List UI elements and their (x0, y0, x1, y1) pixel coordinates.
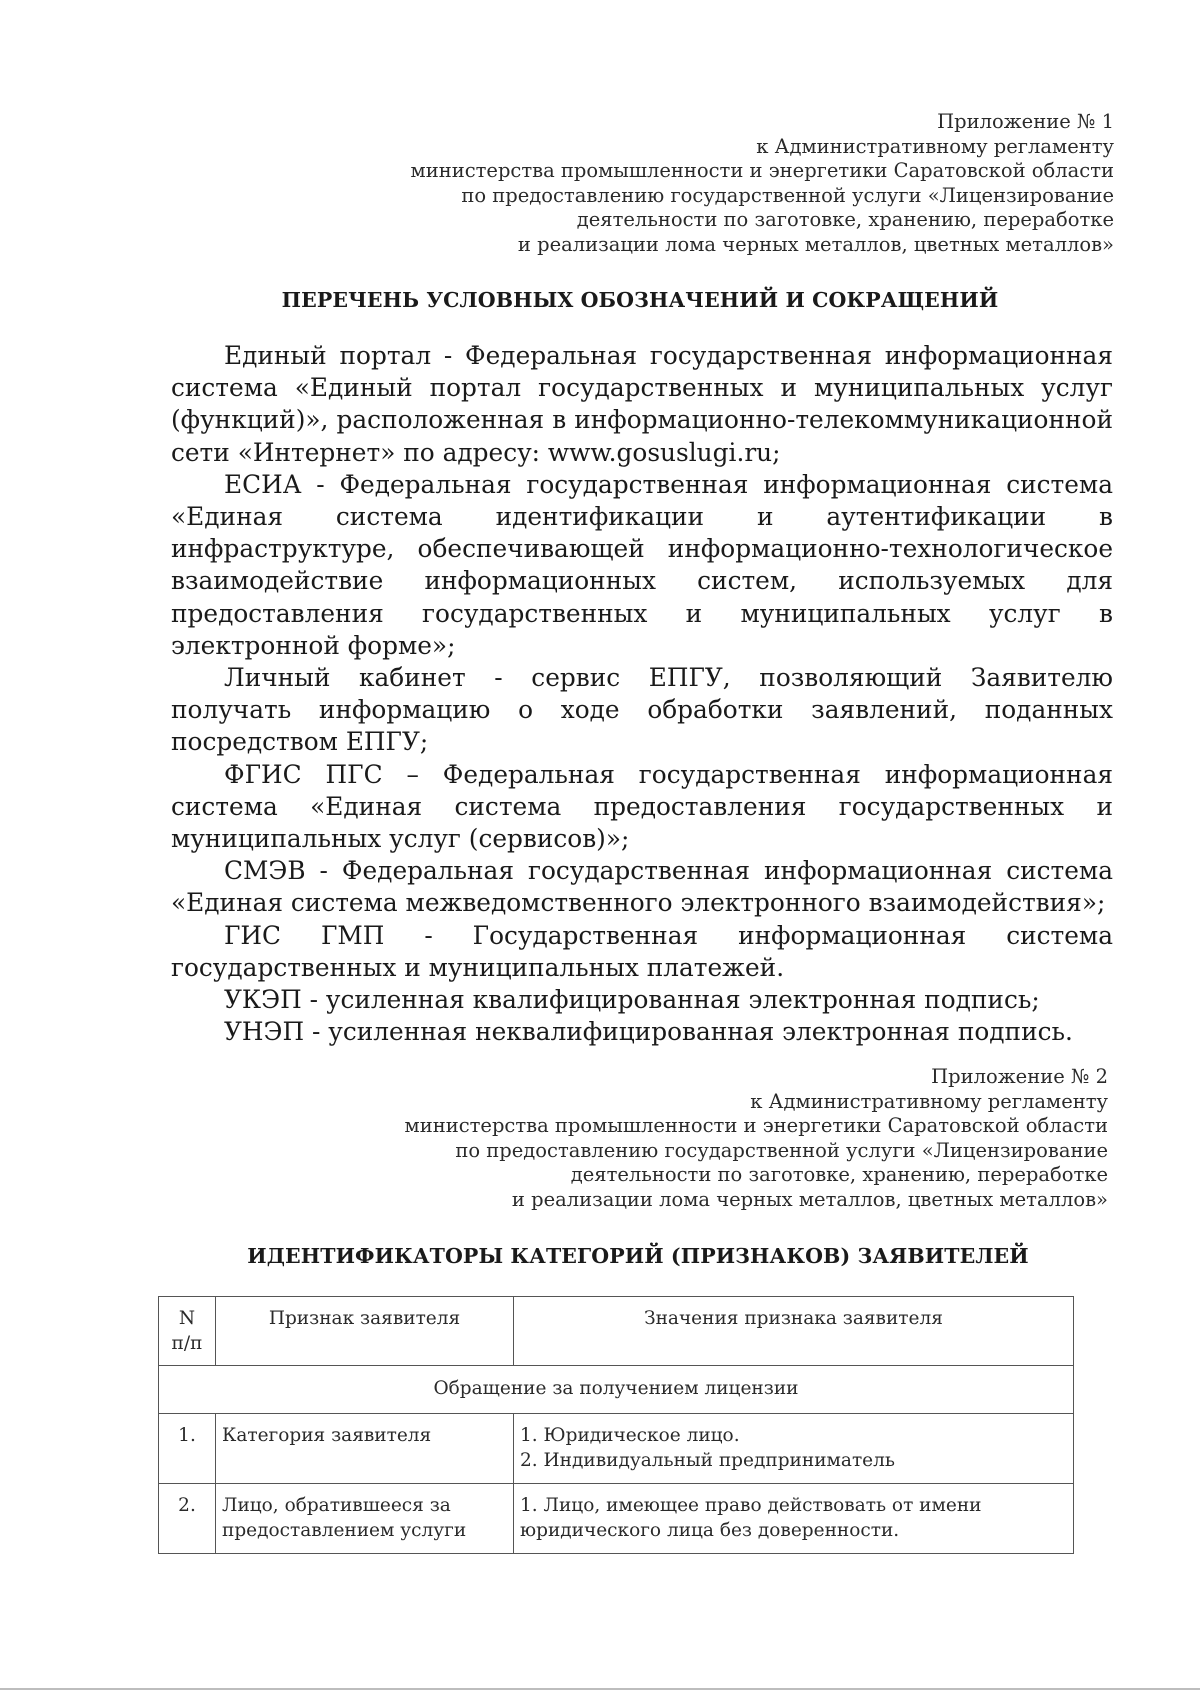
appendix-1-header-line: и реализации лома черных металлов, цветных металлов» (517, 232, 1114, 256)
appendix-1-header-line: по предоставлению государственной услуги «Лицензирование (461, 183, 1114, 207)
table-row (159, 1484, 1074, 1554)
header-number-line1: N (178, 1308, 196, 1329)
definition-item: Единый портал - Федеральная государственная информационная система «Единый портал государственных и муниципальных услуг (функций)», расположенная в информационно-телекоммуникационной сети «Интернет» по адресу: www.gosuslugi.ru; (171, 341, 1113, 467)
appendix-1-title: ПЕРЕЧЕНЬ УСЛОВНЫХ ОБОЗНАЧЕНИЙ И СОКРАЩЕНИЙ (281, 288, 999, 312)
table-row (159, 1414, 1074, 1484)
definition-item: УКЭП - усиленная квалифицированная электронная подпись; (224, 985, 1040, 1015)
appendix-2-header-line: деятельности по заготовке, хранению, переработке (570, 1163, 1108, 1186)
appendix-2-header-line: министерства промышленности и энергетики Саратовской области (404, 1114, 1108, 1137)
row-sign: Лицо, обратившееся за предоставлением услуги (216, 1484, 514, 1554)
definition-item: ГИС ГМП - Государственная информационная система государственных и муниципальных платежей. (171, 920, 1113, 982)
abbreviations-list (171, 340, 1113, 1048)
appendix-2-title: ИДЕНТИФИКАТОРЫ КАТЕГОРИЙ (ПРИЗНАКОВ) ЗАЯВИТЕЛЕЙ (247, 1244, 1029, 1268)
row-values (514, 1484, 1074, 1554)
appendix-2-header-line: Приложение № 2 (931, 1065, 1108, 1088)
table-group-row (159, 1366, 1074, 1414)
appendix-2-header-line: по предоставлению государственной услуги «Лицензирование (455, 1138, 1108, 1162)
group-label: Обращение за получением лицензии (159, 1366, 1074, 1414)
table-header-row (159, 1297, 1074, 1366)
row-value-item: 1. Юридическое лицо. (520, 1425, 740, 1446)
definition-item: УНЭП - усиленная неквалифицированная электронная подпись. (224, 1017, 1073, 1047)
appendix-2-header (405, 1065, 1108, 1212)
row-number: 2. (159, 1484, 216, 1554)
appendix-1-header-line: министерства промышленности и энергетики Саратовской области (410, 159, 1114, 182)
appendix-2-header-line: и реализации лома черных металлов, цветных металлов» (511, 1187, 1108, 1211)
row-value-item: 1. Лицо, имеющее право действовать от имени юридического лица без доверенности. (520, 1495, 982, 1541)
definition-item: ЕСИА - Федеральная государственная информационная система «Единая система идентификации и аутентификации в инфраструктуре, обеспечивающей информационно-технологическое взаимодействие информационных систем, используемых для предоставления государственных и муниципальных услуг в электронной форме»; (171, 469, 1113, 660)
definition-item: СМЭВ - Федеральная государственная информационная система «Единая система межведомственного электронного взаимодействия»; (171, 856, 1113, 918)
appendix-1-header (411, 110, 1114, 257)
header-number-line2: п/п (171, 1333, 203, 1354)
header-cell-values: Значения признака заявителя (514, 1297, 1074, 1366)
row-values (514, 1414, 1074, 1484)
header-cell-number (159, 1297, 216, 1366)
definition-item: Личный кабинет - сервис ЕПГУ, позволяющий Заявителю получать информацию о ходе обработки заявлений, поданных посредством ЕПГУ; (171, 663, 1113, 757)
header-cell-sign: Признак заявителя (216, 1297, 514, 1366)
scan-edge-line (0, 1688, 1200, 1690)
applicant-categories-table (158, 1296, 1074, 1554)
appendix-1-header-line: к Административному регламенту (756, 134, 1114, 158)
appendix-1-header-line: деятельности по заготовке, хранению, переработке (576, 208, 1114, 231)
row-value-item: 2. Индивидуальный предприниматель (520, 1450, 895, 1471)
row-sign: Категория заявителя (216, 1414, 514, 1484)
appendix-2-header-line: к Административному регламенту (750, 1089, 1108, 1113)
appendix-1-header-line: Приложение № 1 (937, 110, 1114, 133)
row-number: 1. (159, 1414, 216, 1484)
definition-item: ФГИС ПГС – Федеральная государственная информационная система «Единая система предоставления государственных и муниципальных услуг (сервисов)»; (171, 759, 1113, 854)
